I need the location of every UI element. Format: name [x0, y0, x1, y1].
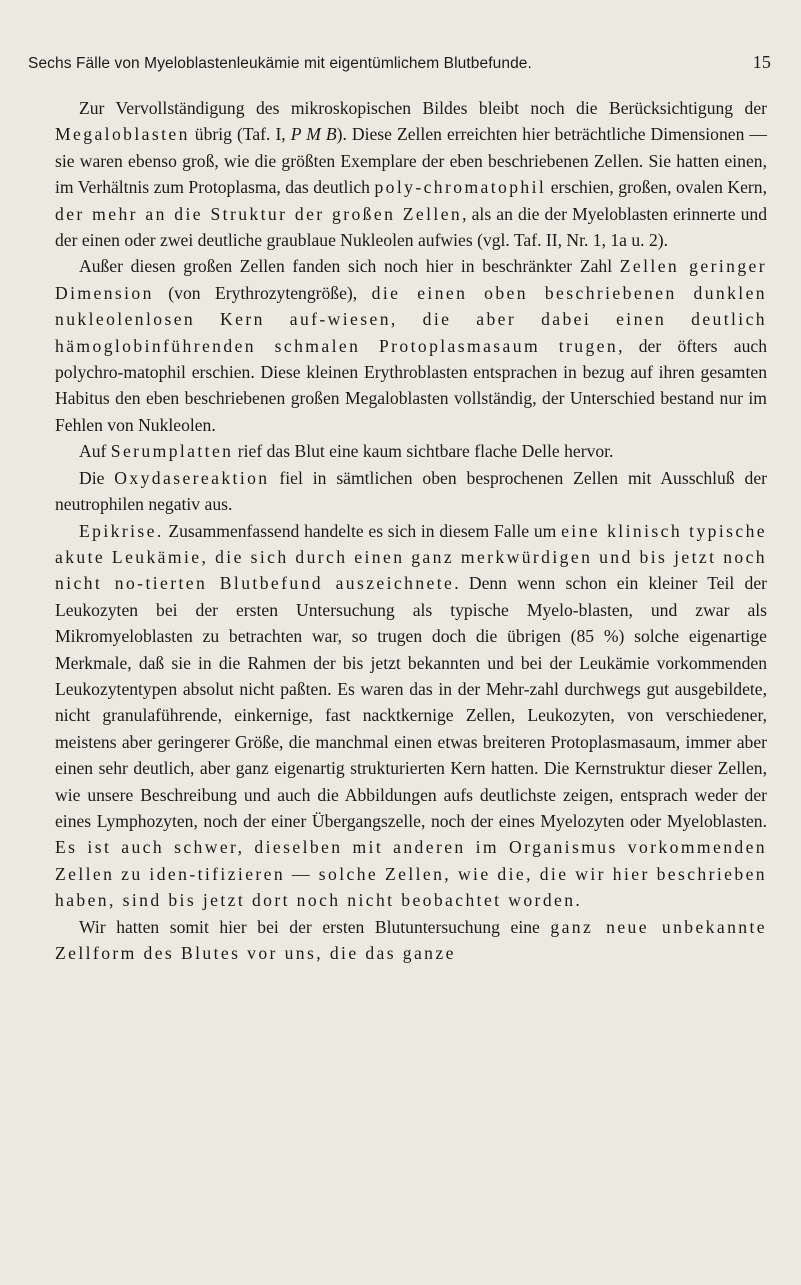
paragraph	[55, 465, 767, 518]
text-run: Außer diesen großen Zellen fanden sich noch hier in beschränkter Zahl	[79, 256, 620, 277]
spaced-emphasis-text: Epikrise.	[79, 520, 164, 541]
spaced-emphasis-text: poly-chromatophil	[374, 177, 547, 198]
text-run: erschien, großen, ovalen Kern,	[546, 177, 767, 198]
running-head-title: Sechs Fälle von Myeloblastenleukämie mit eigentümlichem Blutbefunde.	[28, 55, 532, 72]
text-run: , der öfters auch polychro-matophil erschien. Diese kleinen Erythroblasten entsprachen in bezug auf ihren gesamten Habitus den eben beschriebenen großen Megaloblasten vollständig, der Unterschied bestand nur im Fehlen von Nukleolen.	[55, 335, 767, 435]
spaced-emphasis-text: Megaloblasten	[55, 124, 190, 145]
paragraph	[55, 253, 767, 438]
text-run: Zusammenfassend handelte es sich in diesem Falle um	[163, 520, 562, 541]
spaced-emphasis-text: Zellen geringer Dimension	[55, 256, 767, 303]
running-head	[28, 52, 771, 73]
paragraph	[55, 518, 767, 914]
text-run: Wir hatten somit hier bei der ersten Blutuntersuchung eine	[79, 916, 551, 937]
spaced-emphasis-text: Serumplatten	[110, 441, 234, 462]
text-run: übrig (Taf. I,	[189, 124, 291, 145]
text-run: fiel in sämtlichen oben besprochenen Zellen mit Ausschluß der neutrophilen negativ aus.	[55, 467, 767, 515]
text-run: Die	[79, 467, 115, 488]
body-text	[55, 95, 767, 966]
spaced-emphasis-text: eine klinisch typische akute Leukämie, die sich durch einen ganz merkwürdigen und bis jetzt noch nicht no-tierten Blutbefund auszeichnete	[55, 520, 767, 594]
spaced-emphasis-text: Oxydasereaktion	[114, 467, 270, 488]
spaced-emphasis-text: der mehr an die Struktur der großen Zellen	[55, 203, 463, 224]
spaced-emphasis-text: ganz neue unbekannte Zellform des Blutes vor uns, die das ganze	[55, 916, 767, 963]
italic-text: P M B	[290, 124, 337, 145]
text-run: Zur Vervollständigung des mikroskopischen Bildes bleibt noch die Berücksichtigung der	[79, 98, 767, 118]
text-run: Auf	[79, 441, 111, 462]
paragraph	[55, 438, 767, 464]
text-run: (von Erythrozytengröße),	[153, 282, 372, 303]
text-run: . Denn wenn schon ein kleiner Teil der Leukozyten bei der ersten Untersuchung als typische Myelo-blasten, und zwar als Mikromyeloblasten zu betrachten war, so trugen doch die übrigen (85 %) solche eigenartige Merkmale, daß sie in die Rahmen der bis jetzt bekannten und bei der Leukämie vorkommenden Leukozytentypen absolut nicht paßten. Es waren das in der Mehr-zahl durchwegs gut ausgebildete, nicht granulaführende, einkernige, fast nacktkernige Zellen, Leukozyten, von verschiedener, meistens aber geringerer Größe, die manchmal einen etwas breiteren Protoplasmasaum, immer aber einen sehr deutlich, aber ganz eigenartig strukturierten Kern hatten. Die Kernstruktur dieser Zellen, wie unsere Beschreibung und auch die Abbildungen aufs deutlichste zeigen, entsprach weder der eines Lymphozyten, noch der einer Übergangszelle, noch der eines Myelozyten oder Myeloblasten.	[55, 573, 768, 831]
text-run: ). Diese Zellen erreichten hier beträchtliche Dimensionen — sie waren ebenso groß, wie die größten Exemplare der eben beschriebenen Zellen. Sie hatten einen, im Verhältnis zum Protoplasma, das deutlich	[55, 124, 767, 198]
paragraph	[55, 914, 767, 967]
spaced-emphasis-text: Es ist auch schwer, dieselben mit anderen im Organismus vorkommenden Zellen zu iden-tifizieren — solche Zellen, wie die, die wir hier beschrieben haben, sind bis jetzt dort noch nicht beobachtet worden.	[55, 837, 767, 911]
text-run: rief das Blut eine kaum sichtbare flache Delle hervor.	[233, 441, 614, 462]
page-number: 15	[752, 52, 771, 72]
text-run: , als an die der Myeloblasten erinnerte und der einen oder zwei deutliche graublaue Nukleolen aufwies (vgl. Taf. II, Nr. 1, 1a u. 2).	[55, 203, 767, 251]
spaced-emphasis-text: die einen oben beschriebenen dunklen nukleolenlosen Kern auf-wiesen, die aber dabei einen deutlich hämoglobinführenden schmalen Protoplasmasaum trugen	[55, 282, 767, 356]
paragraph	[55, 95, 767, 253]
